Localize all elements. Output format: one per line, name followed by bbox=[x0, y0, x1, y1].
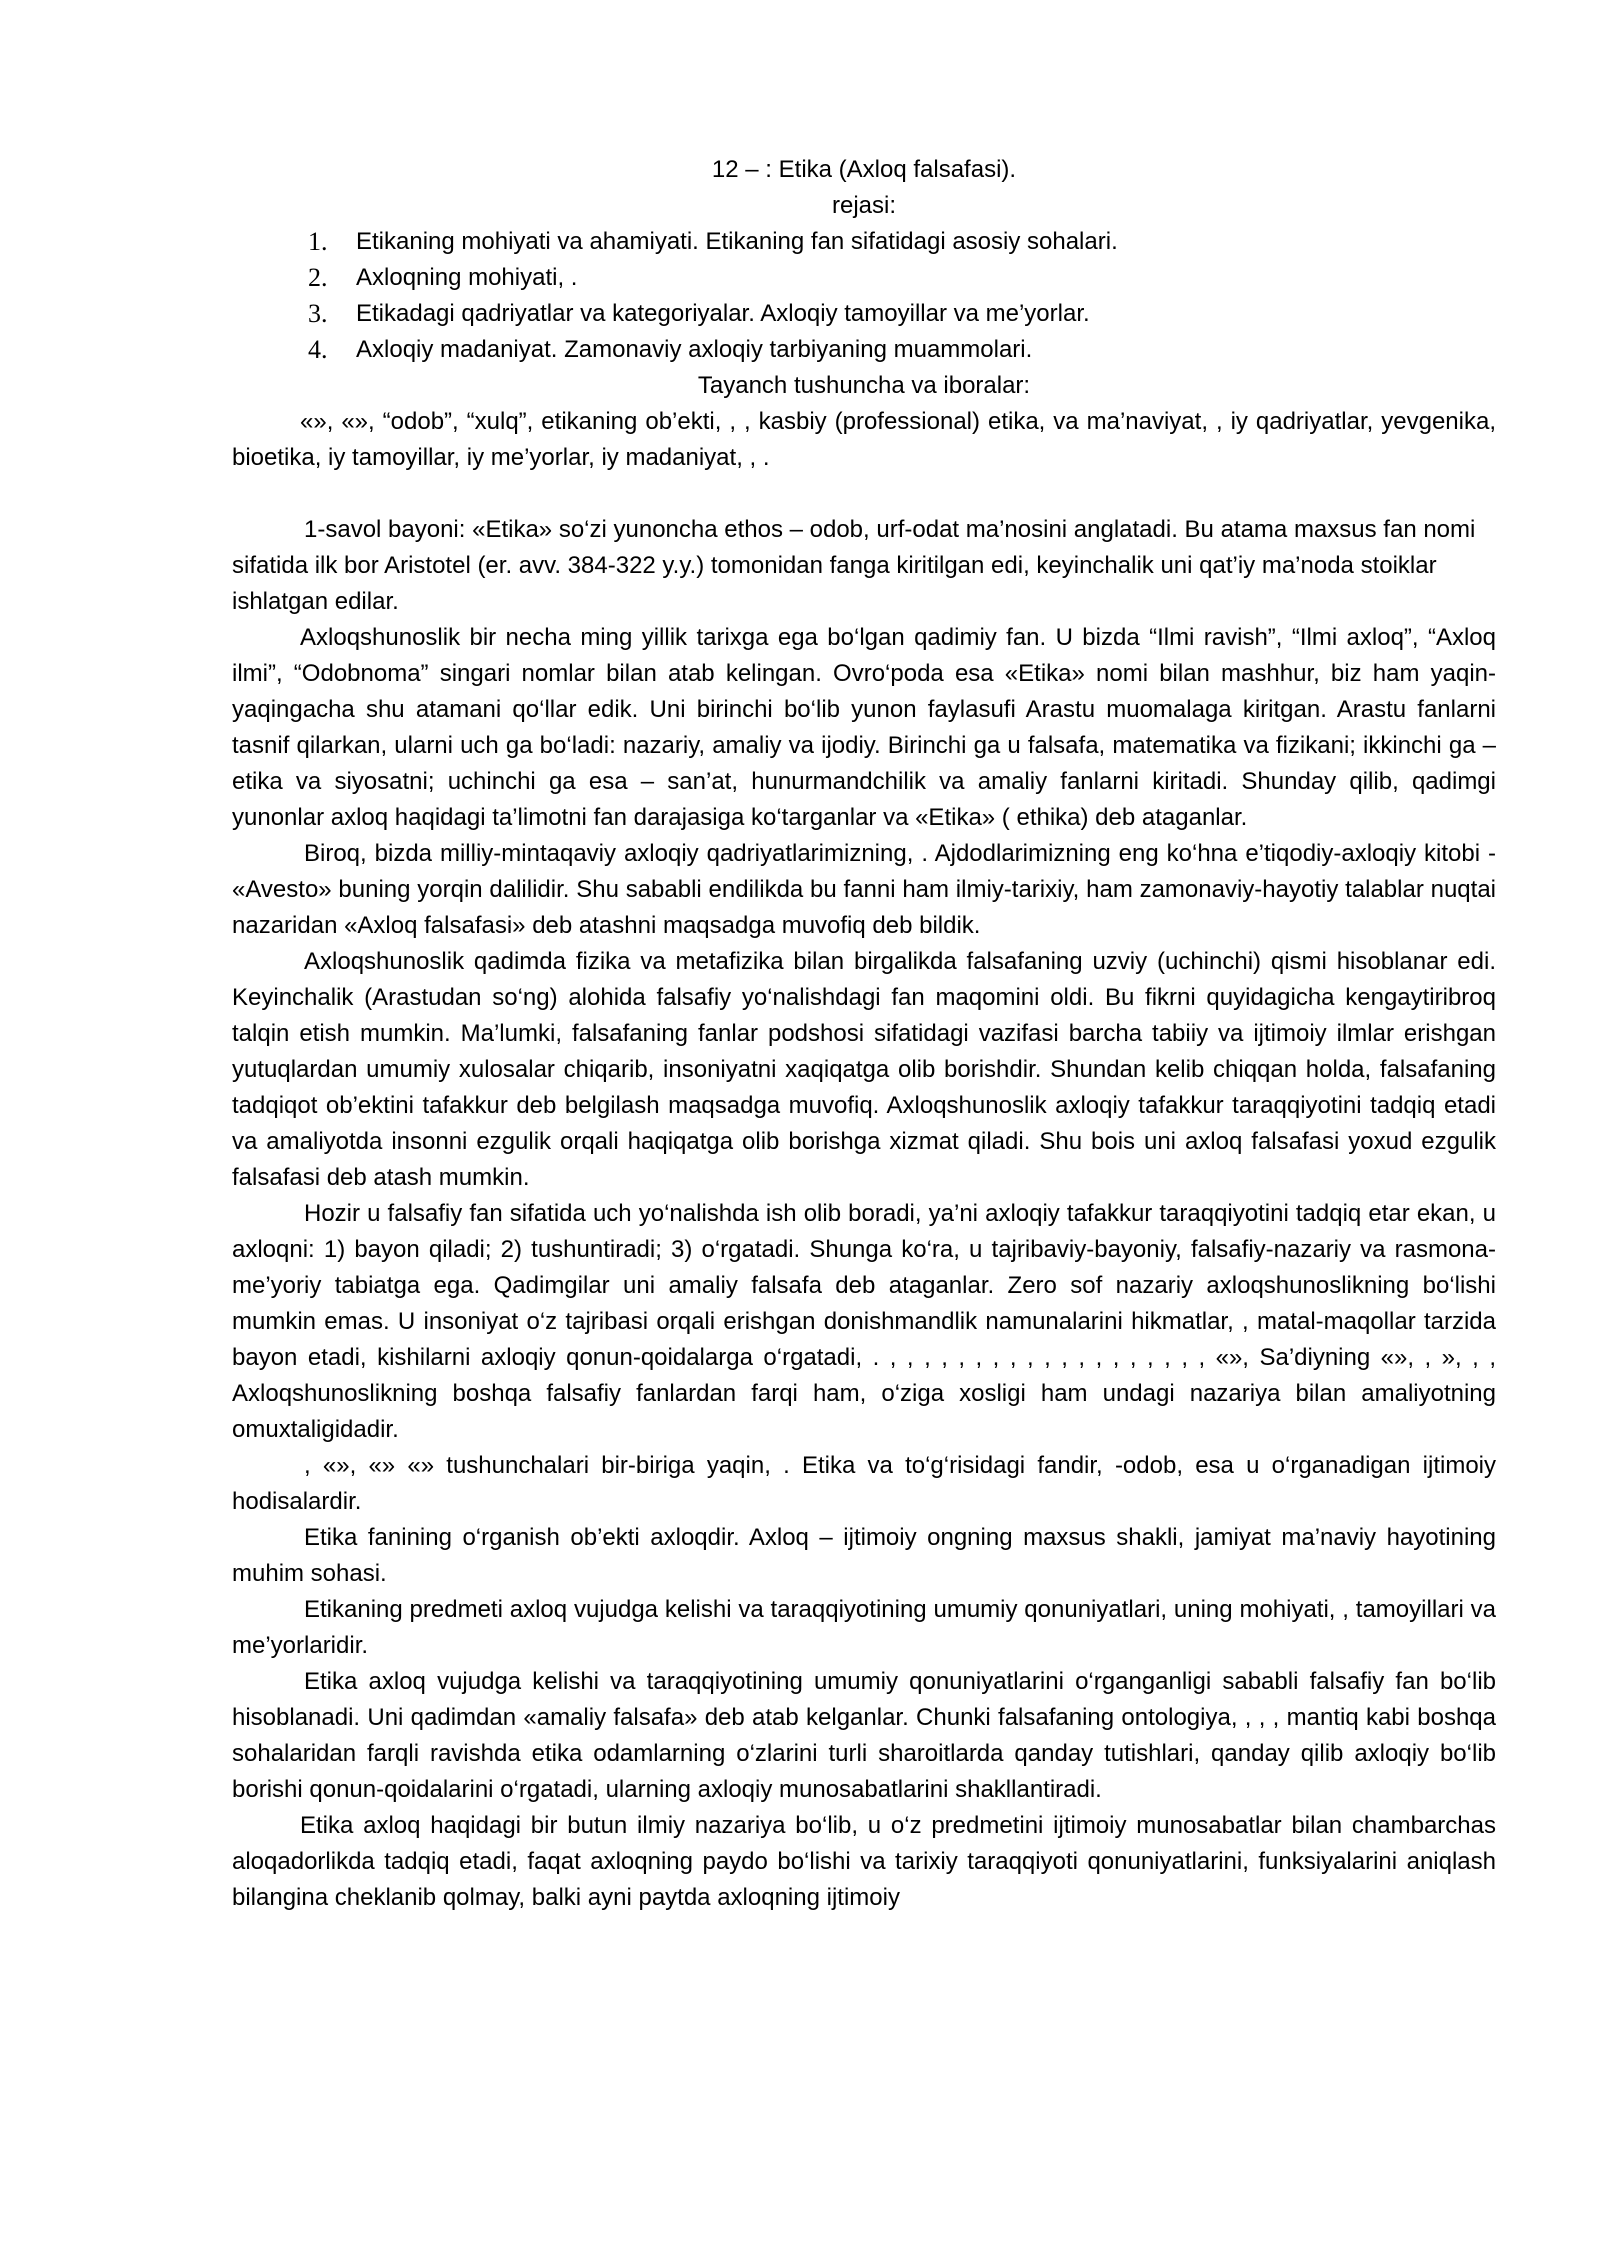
document-title: 12 – : Etika (Axloq falsafasi). bbox=[711, 156, 1017, 183]
keywords-heading: Tayanch tushuncha va iboralar: bbox=[697, 372, 1031, 399]
body-paragraph: Axloqshunoslik bir necha ming yillik tarixga ega bo‘lgan qadimiy fan. U bizda “Ilmi ravish”, “Ilmi axloq”, “Axloq ilmi”, “Odobnoma” singari nomlar bilan atab kelingan. Ovro‘poda esa «Etika» nomi bilan mashhur, biz ham yaqin-yaqingacha shu atamani qo‘llar edik. Uni birinchi bo‘lib yunon faylasufi Arastu muomalaga kiritgan. Arastu fanlarni tasnif qilarkan, ularni uch ga bo‘ladi: nazariy, amaliy va ijodiy. Birinchi ga u falsafa, matematika va fizikani; ikkinchi ga – etika va siyosatni; uchinchi ga esa – san’at, hunurmandchilik va amaliy fanlarni kiritadi. Shunday qilib, qadimgi yunonlar axloq haqidagi ta’limotni fan darajasiga ko‘targanlar va «Etika» ( ethika) deb ataganlar. bbox=[232, 624, 1496, 831]
plan-list bbox=[232, 224, 1496, 368]
body-paragraph: Biroq, bizda milliy-mintaqaviy axloqiy qadriyatlarimizning, . Ajdodlarimizning eng ko‘hna e’tiqodiy-axloqiy kitobi - «Avesto» buning yorqin dalilidir. Shu sababli endilikda bu fanni ham ilmiy-tarixiy, ham zamonaviy-hayotiy talablar nuqtai nazaridan «Axloq falsafasi» deb atashni maqsadga muvofiq deb bildik. bbox=[232, 840, 1496, 939]
plan-item-number: 3. bbox=[308, 299, 328, 328]
plan-item bbox=[232, 332, 1496, 368]
plan-item-number: 2. bbox=[308, 263, 328, 292]
plan-item-text: Etikadagi qadriyatlar va kategoriyalar. Axloqiy tamoyillar va me’yorlar. bbox=[356, 300, 1090, 327]
plan-heading: rejasi: bbox=[831, 192, 897, 219]
keywords-paragraph: «», «», “odob”, “xulq”, etikaning ob’ekti, , , kasbiy (professional) etika, va ma’naviyat, , iy qadriyatlar, yevgenika, bioetika, iy tamoyillar, iy me’yorlar, iy madaniyat, , . bbox=[232, 408, 1496, 471]
body-paragraph: Axloqshunoslik qadimda fizika va metafizika bilan birgalikda falsafaning uzviy (uchinchi) qismi hisoblanar edi. Keyinchalik (Arastudan so‘ng) alohida falsafiy yo‘nalishdagi fan maqomini oldi. Bu fikrni quyidagicha kengaytiribroq talqin etish mumkin. Ma’lumki, falsafaning fanlar podshosi sifatidagi vazifasi barcha tabiiy va ijtimoiy ilmlar erishgan yutuqlardan umumiy xulosalar chiqarib, insoniyatni xaqiqatga olib borishdir. Shundan kelib chiqqan holda, falsafaning tadqiqot ob’ektini tafakkur deb belgilash maqsadga muvofiq. Axloqshunoslik axloqiy tafakkur taraqqiyotini tadqiq etadi va amaliyotda insonni ezgulik orqali haqiqatga olib borishga xizmat qiladi. Shu bois uni axloq falsafasi yoxud ezgulik falsafasi deb atash mumkin. bbox=[232, 948, 1496, 1191]
body-paragraph: Etika fanining o‘rganish ob’ekti axloqdir. Axloq – ijtimoiy ongning maxsus shakli, jamiyat ma’naviy hayotining muhim sohasi. bbox=[232, 1524, 1496, 1587]
plan-item-text: Axloqiy madaniyat. Zamonaviy axloqiy tarbiyaning muammolari. bbox=[356, 336, 1033, 363]
plan-item bbox=[232, 296, 1496, 332]
plan-item-number: 4. bbox=[308, 335, 328, 364]
body-paragraph: Etikaning predmeti axloq vujudga kelishi va taraqqiyotining umumiy qonuniyatlari, uning mohiyati, , tamoyillari va me’yorlaridir. bbox=[232, 1596, 1496, 1659]
document-page bbox=[232, 152, 1496, 1916]
body-paragraph: , «», «» «» tushunchalari bir-biriga yaqin, . Etika va to‘g‘risidagi fandir, -odob, esa u o‘rganadigan ijtimoiy hodisalardir. bbox=[232, 1452, 1496, 1515]
plan-item-text: Etikaning mohiyati va ahamiyati. Etikaning fan sifatidagi asosiy sohalari. bbox=[356, 228, 1118, 255]
body-paragraph: Etika axloq haqidagi bir butun ilmiy nazariya bo‘lib, u o‘z predmetini ijtimoiy munosabatlar bilan chambarchas aloqadorlikda tadqiq etadi, faqat axloqning paydo bo‘lishi va tarixiy taraqqiyoti qonuniyatlarini, funksiyalarini aniqlash bilangina cheklanib qolmay, balki ayni paytda axloqning ijtimoiy bbox=[232, 1812, 1496, 1911]
plan-item-number: 1. bbox=[308, 227, 328, 256]
body-paragraph: Hozir u falsafiy fan sifatida uch yo‘nalishda ish olib boradi, ya’ni axloqiy tafakkur taraqqiyotini tadqiq etar ekan, u axloqni: 1) bayon qiladi; 2) tushuntiradi; 3) o‘rgatadi. Shunga ko‘ra, u tajribaviy-bayoniy, falsafiy-nazariy va rasmona-me’yoriy tabiatga ega. Qadimgilar uni amaliy falsafa deb ataganlar. Zero sof nazariy axloqshunoslikning bo‘lishi mumkin emas. U insoniyat o‘z tajribasi orqali erishgan donishmandlik namunalarini hikmatlar, , matal-maqollar tarzida bayon etadi, kishilarni axloqiy qonun-qoidalarga o‘rgatadi, . , , , , , , , , , , , , , , , , , , , «», Sa’diyning «», , », , , Axloqshunoslikning boshqa falsafiy fanlardan farqi ham, o‘ziga xosligi ham undagi nazariya bilan amaliyotning omuxtaligidadir. bbox=[232, 1200, 1496, 1443]
blank-line bbox=[232, 476, 1496, 512]
plan-item-text: Axloqning mohiyati, . bbox=[356, 264, 578, 291]
body-paragraph: 1-savol bayoni: «Etika» so‘zi yunoncha ethos – odob, urf-odat ma’nosini anglatadi. Bu atama maxsus fan nomi sifatida ilk bor Aristotel (er. avv. 384-322 y.y.) tomonidan fanga kiritilgan edi, keyinchalik uni qat’iy ma’noda stoiklar ishlatgan edilar. bbox=[232, 516, 1476, 615]
plan-item bbox=[232, 260, 1496, 296]
plan-item bbox=[232, 224, 1496, 260]
body-paragraph: Etika axloq vujudga kelishi va taraqqiyotining umumiy qonuniyatlarini o‘rganganligi sababli falsafiy fan bo‘lib hisoblanadi. Uni qadimdan «amaliy falsafa» deb atab kelganlar. Chunki falsafaning ontologiya, , , , mantiq kabi boshqa sohalaridan farqli ravishda etika odamlarning o‘zlarini turli sharoitlarda qanday tutishlari, qanday qilib axloqiy bo‘lib borishi qonun-qoidalarini o‘rgatadi, ularning axloqiy munosabatlarini shakllantiradi. bbox=[232, 1668, 1496, 1803]
